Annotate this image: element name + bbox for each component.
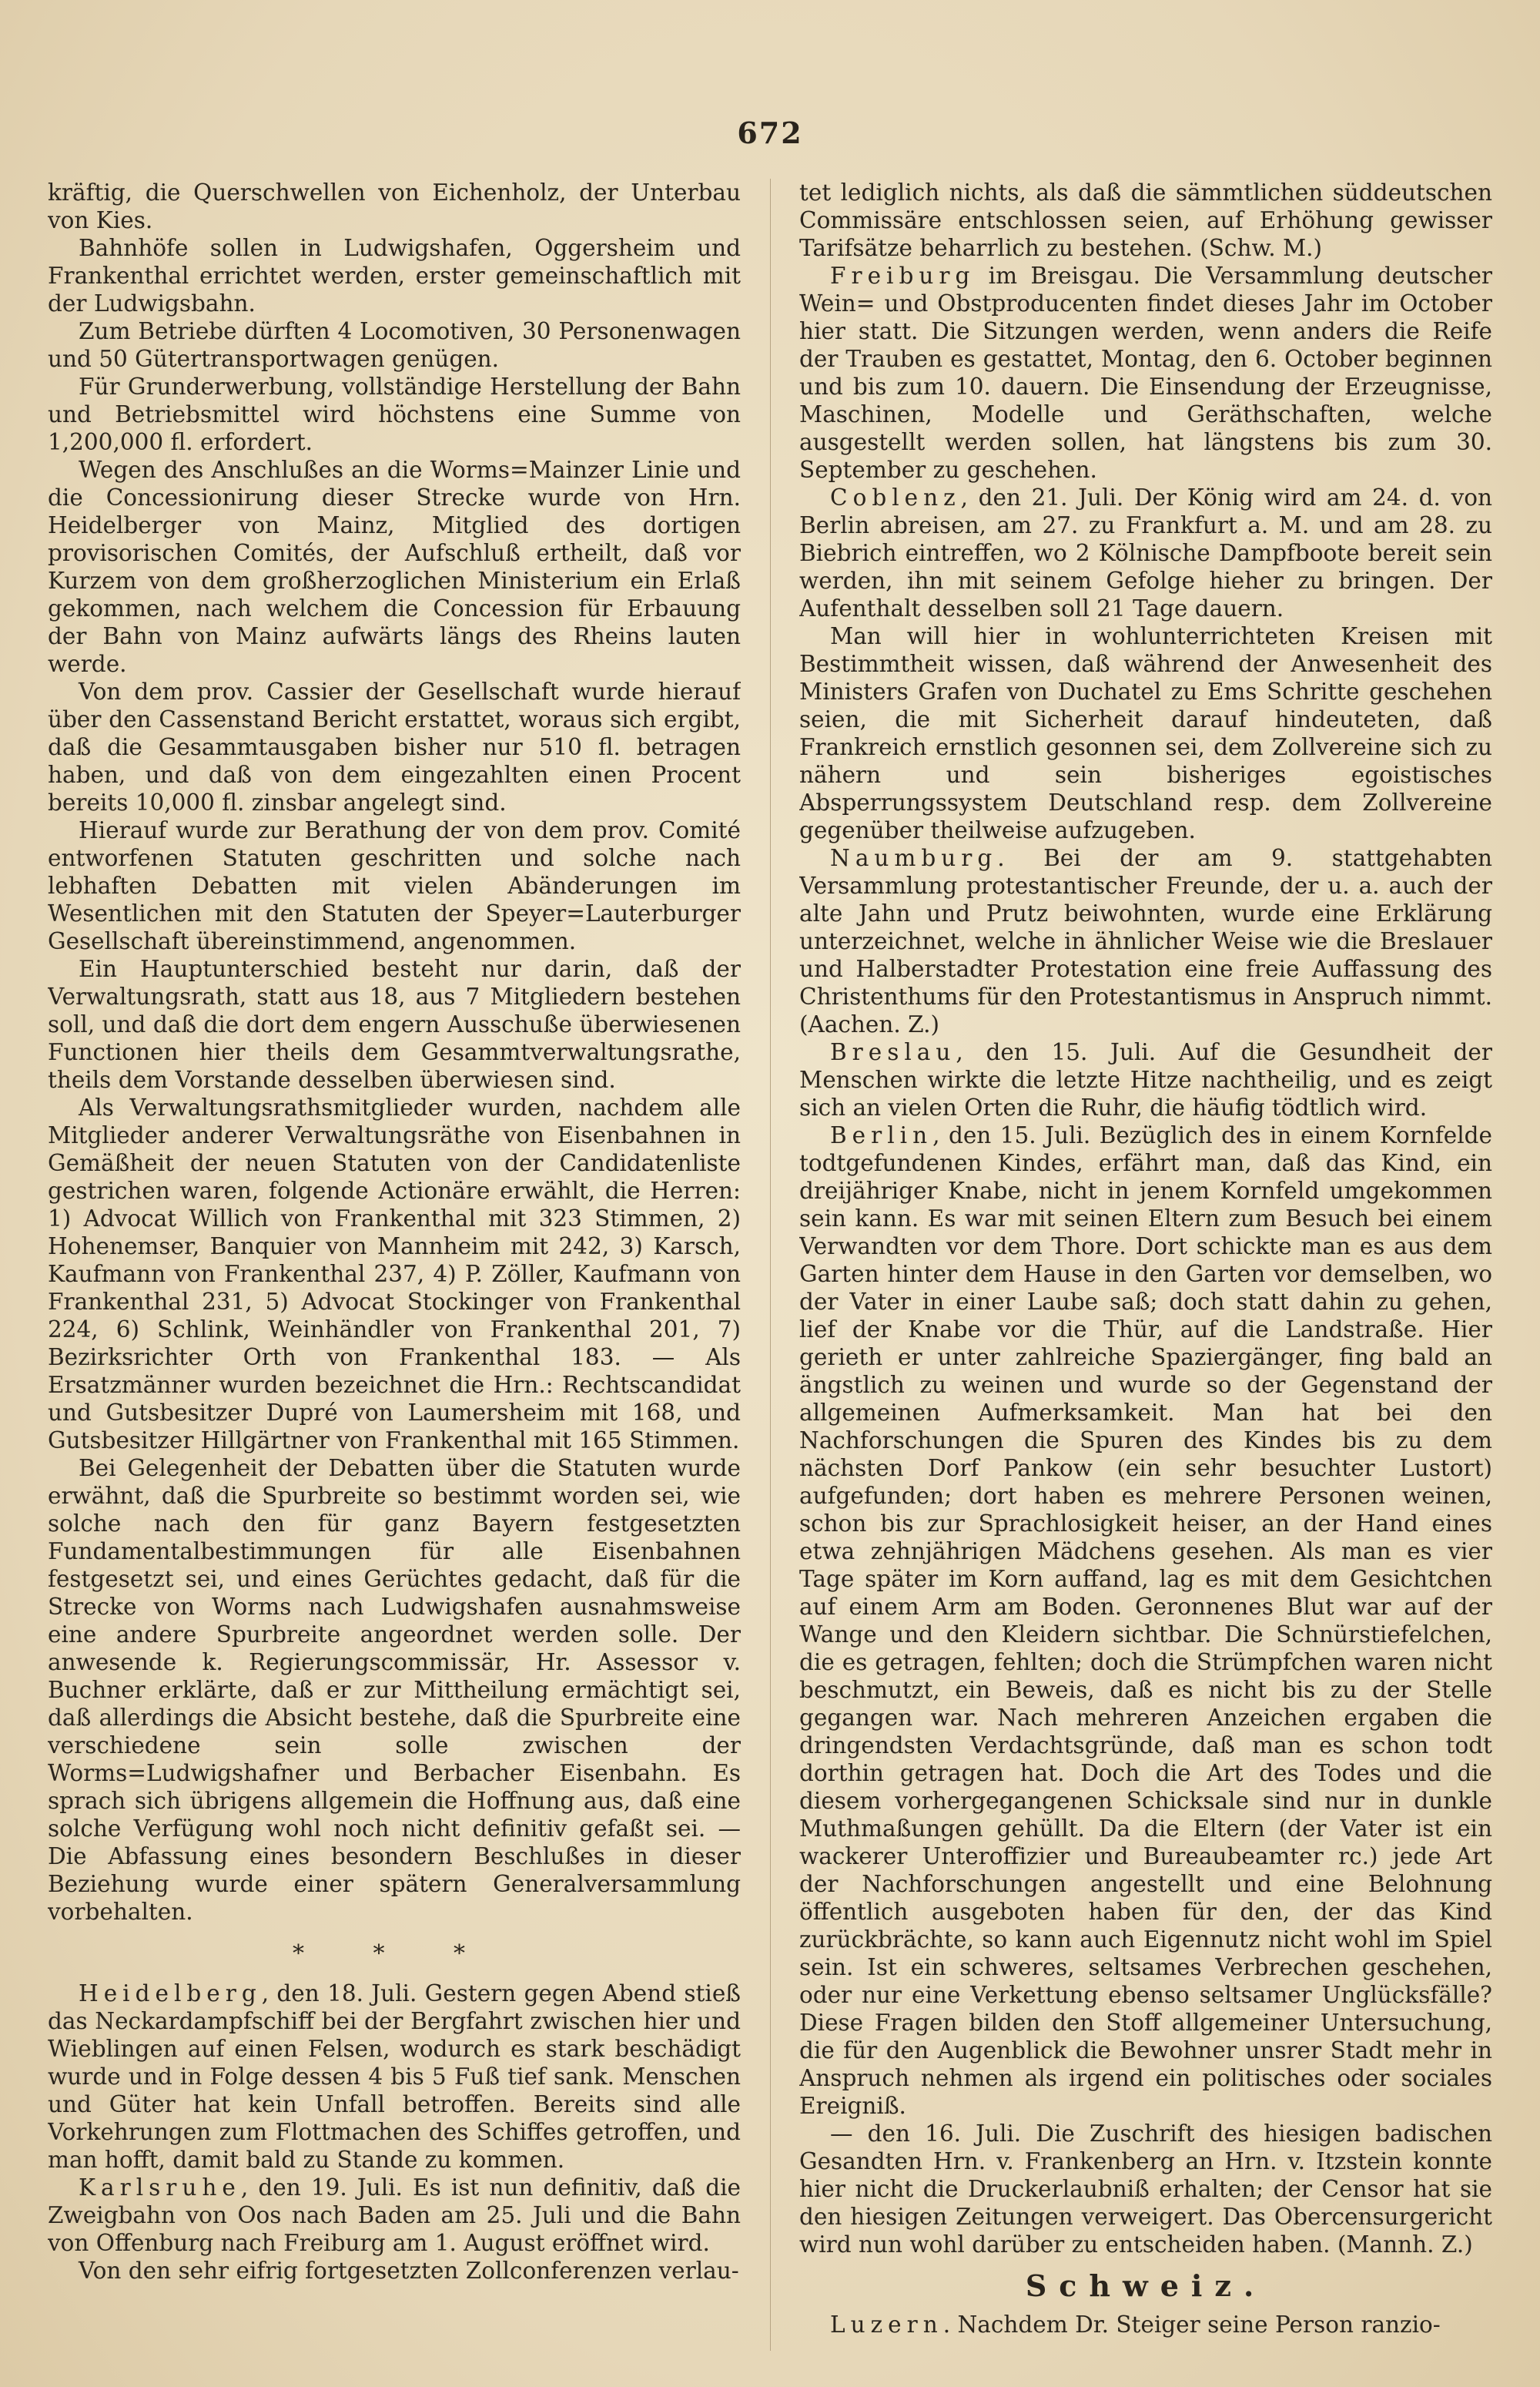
article-text: Wegen des Anschlußes an die Worms=Mainzer Linie und die Concessionirung dieser Strecke wurde von Hrn. Heidelberger von Mainz, Mitglied des dortigen provisorischen Comités, der Aufschluß ertheilt, daß vor Kurzem von dem großherzoglichen Ministerium ein Erlaß gekommen, nach welchem die Concession für Erbauung der Bahn von Mainz aufwärts längs des Rheins lauten werde. xyxy=(48,457,741,677)
article-paragraph xyxy=(48,2257,741,2285)
article-text: Bei Gelegenheit der Debatten über die Statuten wurde erwähnt, daß die Spurbreite so bestimmt worden sei, wie solche nach den für ganz Bayern festgesetzten Fundamentalbestimmungen für alle Eisenbahnen festgesetzt sei, und eines Gerüchtes gedacht, daß für die Strecke von Worms nach Ludwigshafen ausnahmsweise eine andere Spurbreite angeordnet werden solle. Der anwesende k. Regierungscommissär, Hr. Assessor v. Buchner erklärte, daß er zur Mittheilung ermächtigt sei, daß allerdings die Absicht bestehe, daß die Spurbreite eine verschiedene sein solle zwischen der Worms=Ludwigshafner und Berbacher Eisenbahn. Es sprach sich übrigens allgemein die Hoffnung aus, daß eine solche Verfügung wohl noch nicht definitiv gefaßt sei. — Die Abfassung eines besondern Beschlußes in dieser Beziehung wurde einer spätern Generalversammlung vorbehalten. xyxy=(48,1455,741,1925)
article-paragraph xyxy=(799,484,1492,622)
article-paragraph xyxy=(48,1454,741,1926)
left-column xyxy=(48,179,741,2374)
article-paragraph xyxy=(48,678,741,816)
article-paragraph xyxy=(48,179,741,234)
article-text: im Breisgau. Die Versammlung deutscher Wein= und Obstproducenten findet dieses Jahr im October hier statt. Die Sitzungen werden, wenn anders die Reife der Trauben es gestattet, Montag, den 6. October beginnen und bis zum 10. dauern. Die Einsendung der Erzeugnisse, Maschinen, Modelle und Geräthschaften, welche ausgestellt werden sollen, hat längstens bis zum 30. September zu geschehen. xyxy=(799,263,1492,483)
right-column-news-items xyxy=(799,179,1492,2258)
dateline-place: Freiburg xyxy=(830,263,976,289)
article-text: , den 21. Juli. Der König wird am 24. d. von Berlin abreisen, am 27. zu Frankfurt a. M. und am 28. zu Biebrich eintreffen, wo 2 Kölnische Dampfboote bereit sein werden, ihn mit seinem Gefolge hieher zu bringen. Der Aufenthalt desselben soll 21 Tage dauern. xyxy=(799,484,1492,622)
article-text: , den 15. Juli. Bezüglich des in einem Kornfelde todtgefundenen Kindes, erfährt man, daß das Kind, ein dreijähriger Knabe, nicht in jenem Kornfeld umgekommen sein kann. Es war mit seinen Eltern zum Besuch bei einem Verwandten vor dem Thore. Dort schickte man es aus dem Garten hinter dem Hause in den Garten vor demselben, wo der Vater in einer Laube saß; doch statt dahin zu gehen, lief der Knabe vor die Thür, auf die Landstraße. Hier gerieth er unter zahlreiche Spaziergänger, fing bald an ängstlich zu weinen und wurde so der Gegenstand der allgemeinen Aufmerksamkeit. Man hat bei den Nachforschungen die Spuren des Kindes bis zu dem nächsten Dorf Pankow (ein sehr besuchter Lustort) aufgefunden; dort haben es mehrere Personen weinen, schon bis zur Sprachlosigkeit heiser, an der Hand eines etwa zehnjährigen Mädchens gesehen. Als man es vier Tage später im Korn auffand, lag es mit dem Gesichtchen auf einem Arm am Boden. Geronnenes Blut war auf der Wange und den Kleidern sichtbar. Die Schnürstiefelchen, die es getragen, fehlten; doch die Strümpfchen waren nicht beschmutzt, ein Beweis, daß es nicht bis zu der Stelle gegangen war. Nach mehreren Anzeichen ergaben die dringendsten Verdachtsgründe, daß man es schon todt dorthin getragen hat. Doch die Art des Todes und die diesem vorhergegangenen Schicksale sind nur in dunkle Muthmaßungen gehüllt. Da die Eltern (der Vater ist ein wackerer Unteroffizier und Bureaubeamter rc.) jede Art der Nachforschungen angestellt und eine Belohnung öffentlich ausgeboten haben für den, der das Kind zurückbrächte, so kann auch Eigennutz nicht wohl im Spiel sein. Ist ein schweres, seltsames Verbrechen geschehen, oder nur eine Verkettung ebenso seltsamer Unglücksfälle? Diese Fragen bilden den Stoff allgemeiner Untersuchung, die für den Augenblick die Bewohner unsrer Stadt mehr in Anspruch nehmen als irgend ein politisches oder sociales Ereigniß. xyxy=(799,1122,1492,2119)
dateline-place: Heidelberg xyxy=(79,1980,262,2006)
dateline-place: Karlsruhe xyxy=(79,2174,241,2201)
column-divider xyxy=(770,179,771,2351)
article-text: Von den sehr eifrig fortgesetzten Zollconferenzen verlau- xyxy=(79,2258,739,2284)
dateline-place: Coblenz xyxy=(830,484,961,511)
article-text: kräftig, die Querschwellen von Eichenholz, der Unterbau von Kies. xyxy=(48,179,741,233)
dateline-place: Luzern xyxy=(830,2312,943,2338)
article-text: Ein Hauptunterschied besteht nur darin, daß der Verwaltungsrath, statt aus 18, aus 7 Mitgliedern bestehen soll, und daß die dort dem engern Ausschuße überwiesenen Functionen hier theils dem Gesammtverwaltungsrathe, theils dem Vorstande desselben überwiesen sind. xyxy=(48,956,741,1093)
article-paragraph xyxy=(799,179,1492,262)
article-paragraph xyxy=(48,1094,741,1454)
left-column-paragraphs xyxy=(48,179,741,1926)
article-paragraph xyxy=(799,1121,1492,2120)
article-text: Bahnhöfe sollen in Ludwigshafen, Oggersheim und Frankenthal errichtet werden, erster gemeinschaftlich mit der Ludwigsbahn. xyxy=(48,235,741,317)
article-text: — den 16. Juli. Die Zuschrift des hiesigen badischen Gesandten Hrn. v. Frankenberg an Hrn. v. Itzstein konnte hier nicht die Druckerlaubniß erhalten; der Censor hat sie den hiesigen Zeitungen verweigert. Das Obercensurgericht wird nun wohl darüber zu entscheiden haben. (Mannh. Z.) xyxy=(799,2120,1492,2258)
article-text: , den 15. Juli. Auf die Gesundheit der Menschen wirkte die letzte Hitze nachtheilig, und es zeigt sich an vielen Orten die Ruhr, die häufig tödtlich wird. xyxy=(799,1039,1492,1121)
article-text: , den 18. Juli. Gestern gegen Abend stieß das Neckardampfschiff bei der Bergfahrt zwischen hier und Wieblingen auf einen Felsen, wodurch es stark beschädigt wurde und in Folge dessen 4 bis 5 Fuß tief sank. Menschen und Güter hat kein Unfall betroffen. Bereits sind alle Vorkehrungen zum Flottmachen des Schiffes getroffen, und man hofft, damit bald zu Stande zu kommen. xyxy=(48,1980,741,2173)
article-text: . Bei der am 9. stattgehabten Versammlung protestantischer Freunde, der u. a. auch der alte Jahn und Prutz beiwohnten, wurde eine Erklärung unterzeichnet, welche in ähnlicher Weise wie die Breslauer und Halberstadter Protestation eine freie Auffassung des Christenthums für den Protestantismus in Anspruch nimmt. (Aachen. Z.) xyxy=(799,845,1492,1038)
article-text: Für Grunderwerbung, vollständige Herstellung der Bahn und Betriebsmittel wird höchstens eine Summe von 1,200,000 fl. erfordert. xyxy=(48,374,741,455)
page-number: 672 xyxy=(737,116,803,150)
article-text: Als Verwaltungsrathsmitglieder wurden, nachdem alle Mitglieder anderer Verwaltungsräthe von Eisenbahnen in Gemäßheit der neuen Statuten von der Candidatenliste gestrichen waren, folgende Actionäre erwählt, die Herren: 1) Advocat Willich von Frankenthal mit 323 Stimmen, 2) Hohenemser, Banquier von Mannheim mit 242, 3) Karsch, Kaufmann von Frankenthal 237, 4) P. Zöller, Kaufmann von Frankenthal 231, 5) Advocat Stockinger von Frankenthal 224, 6) Schlink, Weinhändler von Frankenthal 201, 7) Bezirksrichter Orth von Frankenthal 183. — Als Ersatzmänner wurden bezeichnet die Hrn.: Rechtscandidat und Gutsbesitzer Dupré von Laumersheim mit 168, und Gutsbesitzer Hillgärtner von Frankenthal mit 165 Stimmen. xyxy=(48,1095,741,1453)
section-separator: * * * xyxy=(292,1940,497,1967)
dateline-place: Naumburg xyxy=(830,845,998,871)
article-paragraph xyxy=(48,373,741,456)
article-paragraph xyxy=(48,816,741,955)
article-text: Man will hier in wohlunterrichteten Kreisen mit Bestimmtheit wissen, daß während der Anwesenheit des Ministers Grafen von Duchatel zu Ems Schritte geschehen seien, die mit Sicherheit darauf hindeuteten, daß Frankreich ernstlich gesonnen sei, dem Zollvereine sich zu nähern und sein bisheriges egoistisches Absperrungssystem Deutschland resp. dem Zollvereine gegenüber theilweise aufzugeben. xyxy=(799,623,1492,843)
article-paragraph xyxy=(799,844,1492,1038)
article-paragraph xyxy=(48,234,741,317)
article-text: tet lediglich nichts, als daß die sämmtlichen süddeutschen Commissäre entschlossen seien, auf Erhöhung gewisser Tarifsätze beharrlich zu bestehen. (Schw. M.) xyxy=(799,179,1492,261)
article-paragraph xyxy=(48,955,741,1094)
news-item xyxy=(799,2311,1492,2338)
article-paragraph xyxy=(799,1038,1492,1121)
article-text: , den 19. Juli. Es ist nun definitiv, daß die Zweigbahn von Oos nach Baden am 25. Juli und die Bahn von Offenburg nach Freiburg am 1. August eröffnet wird. xyxy=(48,2174,741,2256)
section-heading: Schweiz. xyxy=(1025,2268,1267,2303)
article-paragraph xyxy=(799,2120,1492,2258)
article-paragraph xyxy=(799,622,1492,844)
article-text: Zum Betriebe dürften 4 Locomotiven, 30 Personenwagen und 50 Gütertransportwagen genügen. xyxy=(48,318,741,372)
article-text: Hierauf wurde zur Berathung der von dem prov. Comité entworfenen Statuten geschritten und solche nach lebhaften Debatten mit vielen Abänderungen im Wesentlichen mit den Statuten der Speyer=Lauterburger Gesellschaft übereinstimmend, angenommen. xyxy=(48,817,741,954)
right-column xyxy=(799,179,1492,2374)
dateline-place: Breslau xyxy=(830,1039,956,1065)
article-paragraph xyxy=(799,262,1492,484)
article-paragraph xyxy=(48,317,741,373)
article-paragraph xyxy=(48,1980,741,2174)
left-column-news-items xyxy=(48,1980,741,2285)
article-paragraph xyxy=(48,456,741,678)
article-paragraph xyxy=(48,2174,741,2257)
article-text: Von dem prov. Cassier der Gesellschaft wurde hierauf über den Cassenstand Bericht erstattet, woraus sich ergibt, daß die Gesammtausgaben bisher nur 510 fl. betragen haben, und daß von dem eingezahlten einen Procent bereits 10,000 fl. zinsbar angelegt sind. xyxy=(48,679,741,816)
article-text: . Nachdem Dr. Steiger seine Person ranzio- xyxy=(942,2312,1441,2338)
dateline-place: Berlin xyxy=(830,1122,933,1148)
